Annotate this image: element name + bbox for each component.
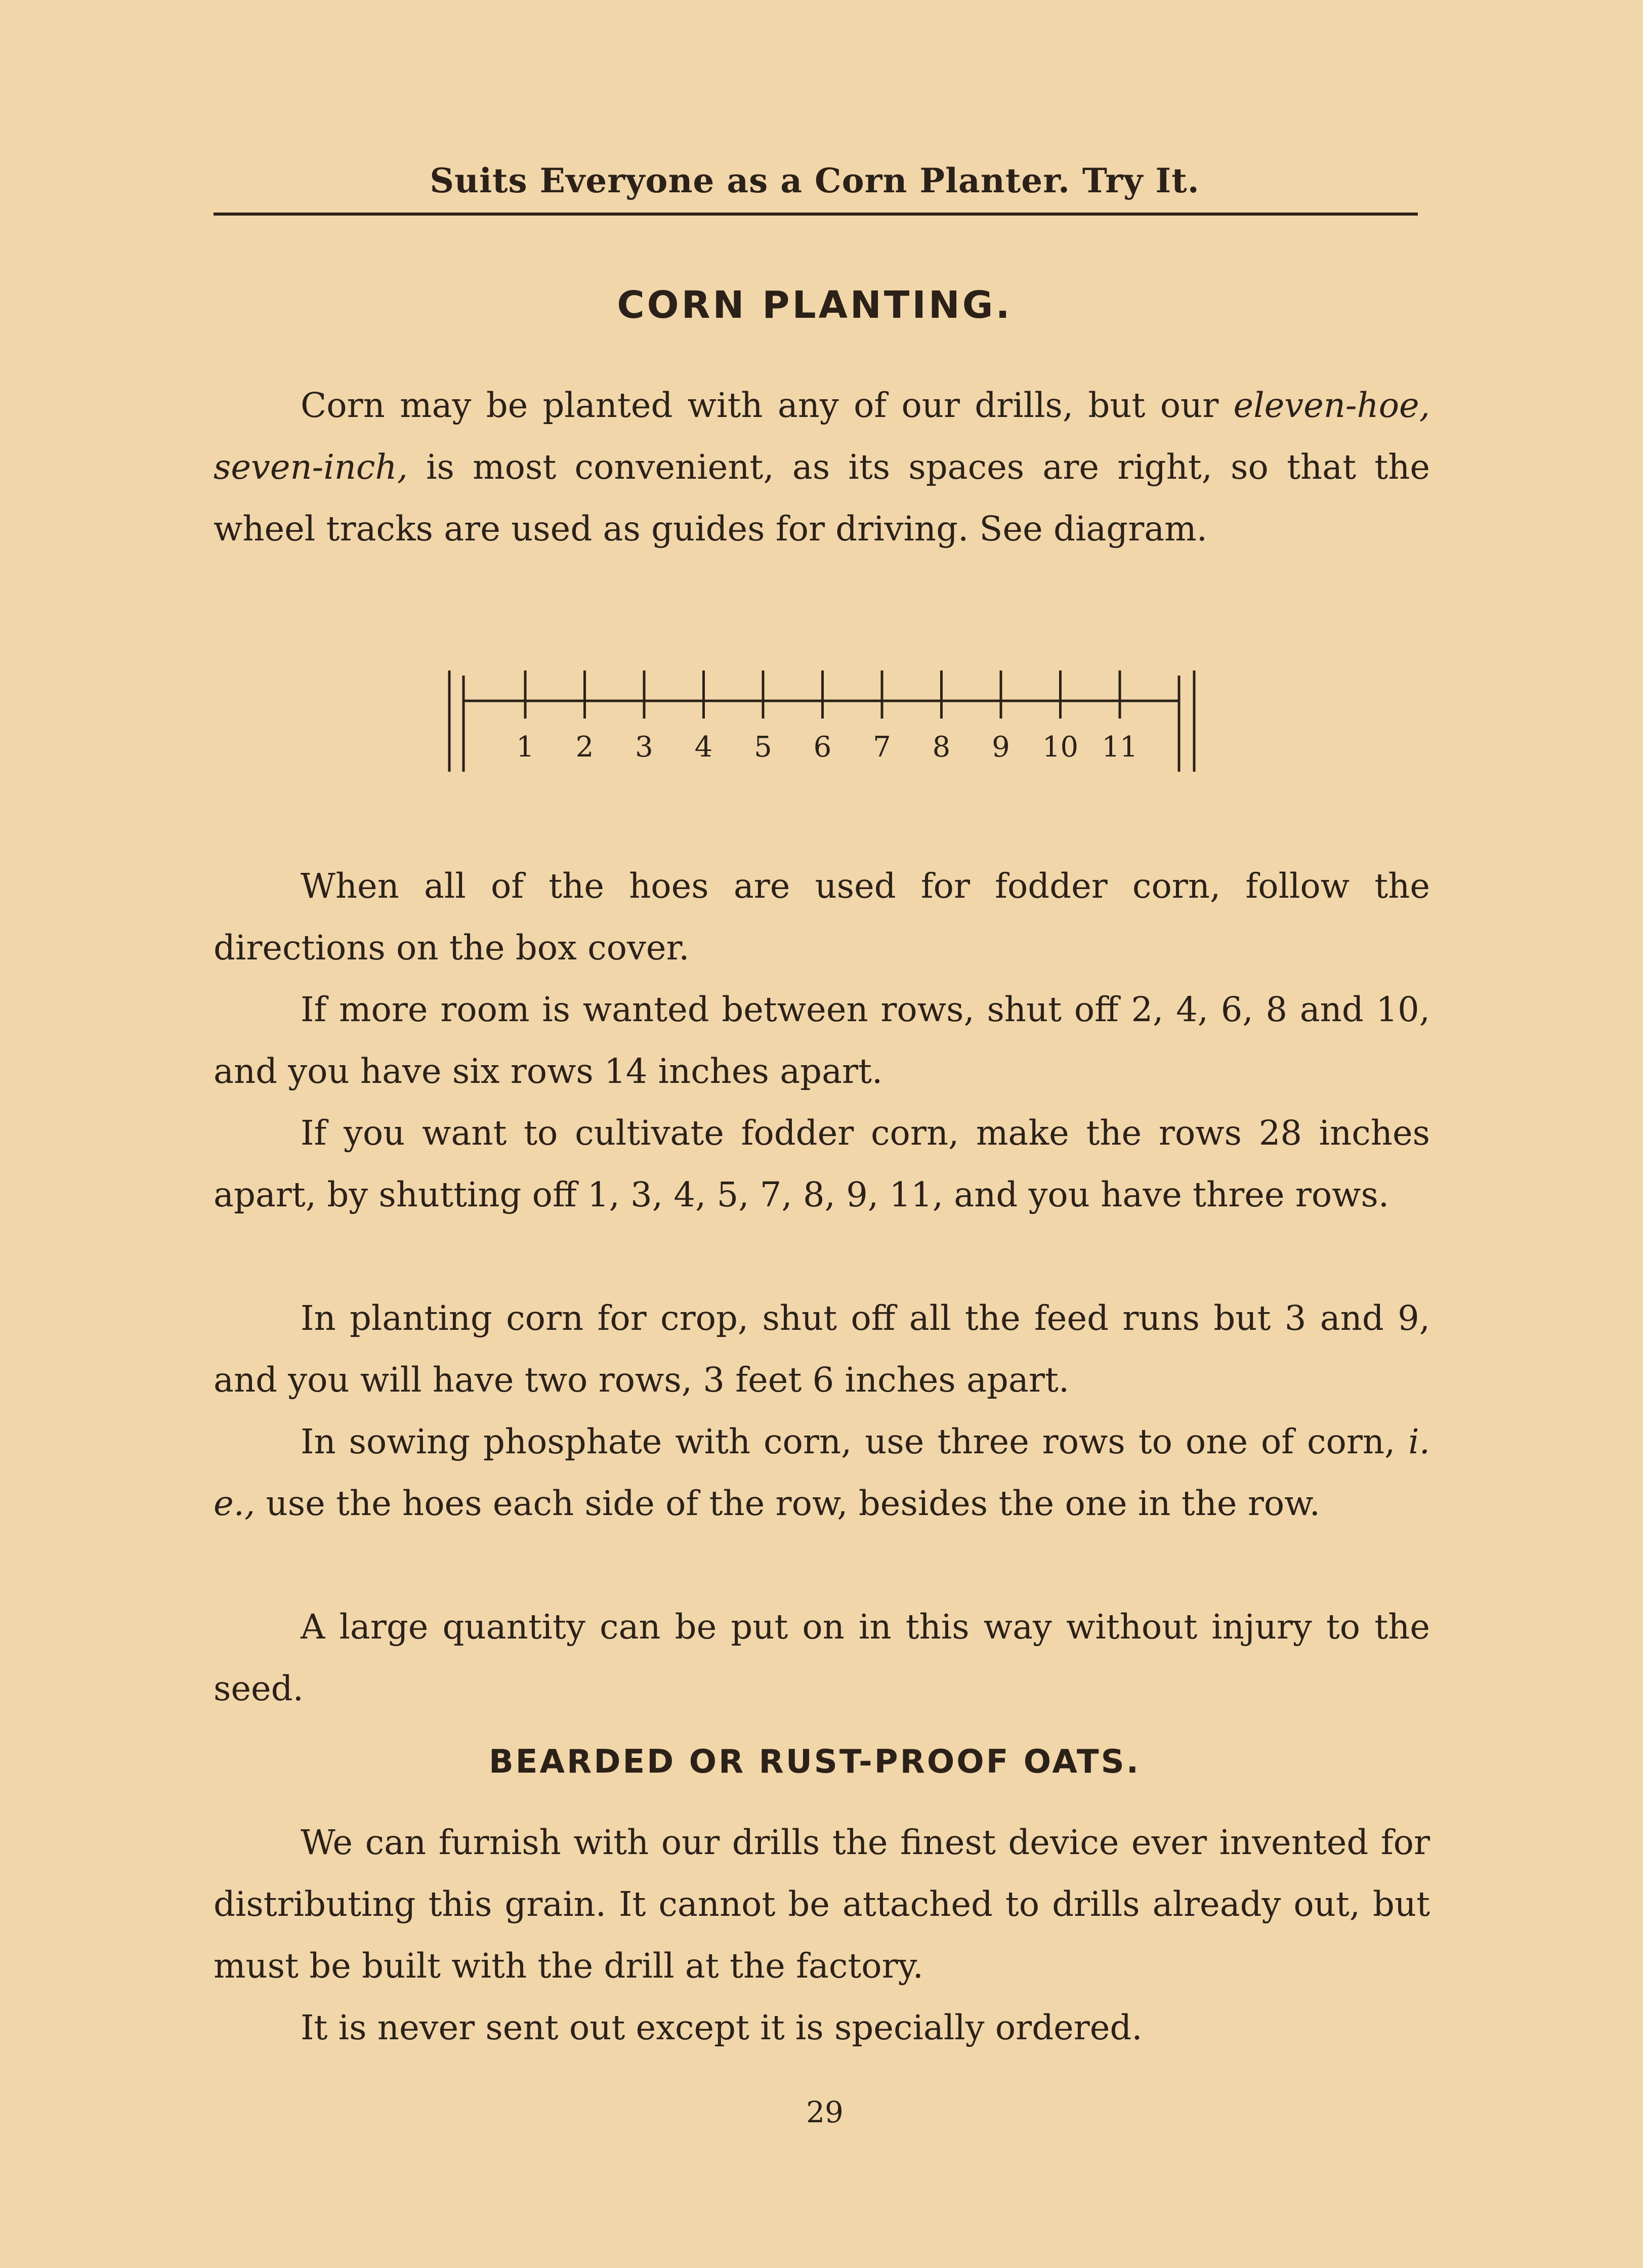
hoe-label: 2 bbox=[575, 731, 594, 764]
phosphate-text-start: In sowing phosphate with corn, use three rows to one of corn, bbox=[301, 1422, 1409, 1461]
intro-text-end: is most convenient, as its spaces are right, so that the wheel tracks are used as guides for driving. See diagram. bbox=[214, 447, 1430, 549]
hoe-label: 3 bbox=[635, 731, 653, 764]
section-subtitle: BEARDED OR RUST-PROOF OATS. bbox=[489, 1743, 1141, 1781]
hoe-label: 1 bbox=[516, 731, 534, 764]
phosphate-italic-text: i. e., bbox=[214, 1422, 1430, 1523]
paragraph-quantity: A large quantity can be put on in this way without injury to the seed. bbox=[214, 1607, 1430, 1708]
section-title: CORN PLANTING. bbox=[617, 283, 1013, 327]
paragraph-cultivate: If you want to cultivate fodder corn, make the rows 28 inches apart, by shutting off 1, 3, 4, 5, 7, 8, 9, 11, and you have three rows. bbox=[214, 1113, 1430, 1214]
header-rule bbox=[214, 213, 1418, 216]
paragraph-phosphate bbox=[214, 1411, 1430, 1534]
intro-italic-text: eleven-hoe, seven-inch, bbox=[214, 386, 1430, 487]
hoe-label: 9 bbox=[992, 731, 1010, 764]
hoe-labels bbox=[516, 731, 1138, 764]
paragraph-oats-order: It is never sent out except it is specially ordered. bbox=[301, 2008, 1143, 2047]
phosphate-text-end: use the hoes each side of the row, besides the one in the row. bbox=[255, 1484, 1320, 1523]
paragraph-oats-device: We can furnish with our drills the finest device ever invented for distributing this grain. It cannot be attached to drills already out, but must be built with the drill at the factory. bbox=[214, 1823, 1430, 1986]
hoe-ticks bbox=[525, 670, 1120, 719]
hoe-label: 6 bbox=[813, 731, 832, 764]
hoe-label: 10 bbox=[1042, 731, 1079, 764]
paragraph-crop: In planting corn for crop, shut off all the feed runs but 3 and 9, and you will have two rows, 3 feet 6 inches apart. bbox=[214, 1298, 1430, 1400]
hoe-label: 11 bbox=[1102, 731, 1138, 764]
intro-paragraph bbox=[214, 374, 1430, 560]
paragraph-room: If more room is wanted between rows, shut off 2, 4, 6, 8 and 10, and you have six rows 14 inches apart. bbox=[214, 990, 1430, 1091]
drill-diagram bbox=[445, 670, 1204, 787]
running-header: Suits Everyone as a Corn Planter. Try It. bbox=[430, 161, 1200, 200]
intro-text-start: Corn may be planted with any of our drills, but our bbox=[301, 386, 1234, 425]
hoe-label: 4 bbox=[694, 731, 713, 764]
page-number: 29 bbox=[806, 2095, 844, 2129]
hoe-label: 8 bbox=[932, 731, 951, 764]
paragraph-fodder: When all of the hoes are used for fodder corn, follow the directions on the box cover. bbox=[214, 866, 1430, 968]
hoe-label: 7 bbox=[873, 731, 891, 764]
hoe-label: 5 bbox=[754, 731, 772, 764]
